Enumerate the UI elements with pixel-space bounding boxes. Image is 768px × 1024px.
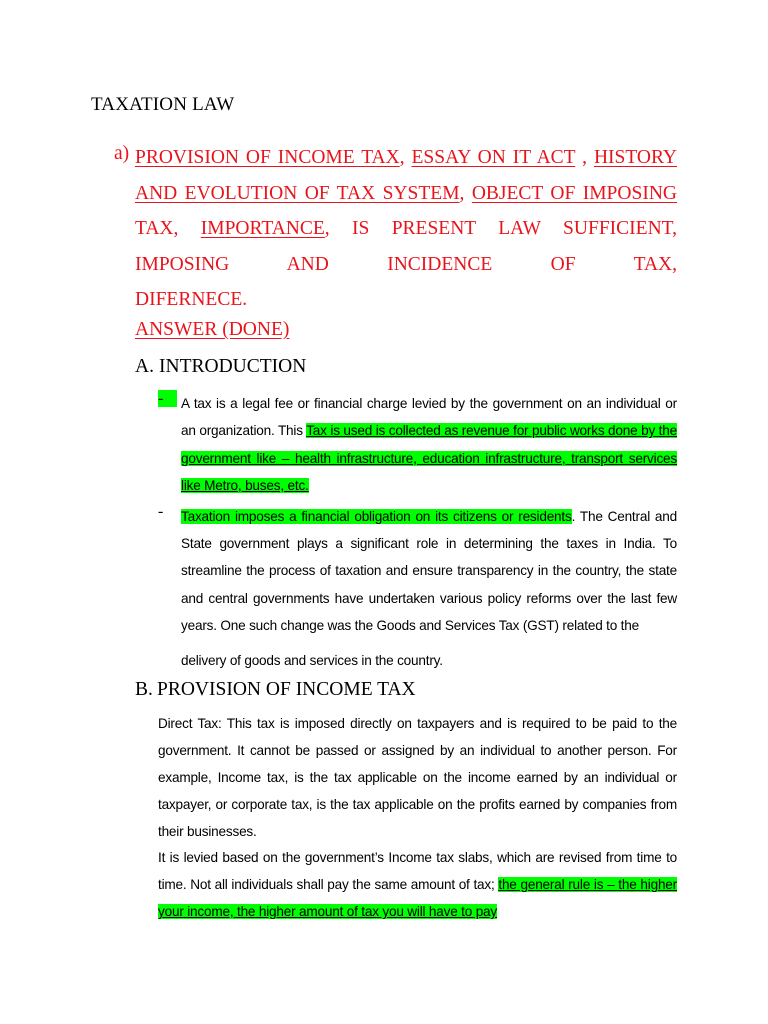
intro-paragraph-2: Taxation imposes a financial obligation on its citizens or residents. The Central and State government plays a significant role in determining the taxes in India. To streamline the process of taxation and ensure transparency in the country, the state and central governments have undertaken various policy reforms over the last few years. One such change was the Goods and Services Tax (GST) related to the delivery of goods and services in the country. (181, 503, 677, 674)
section-a-heading (135, 356, 306, 378)
section-a-letter: A. (135, 356, 154, 377)
answer-label: ANSWER (DONE) (135, 319, 290, 340)
bullet-dash: - (158, 503, 164, 520)
intro-paragraph-1: A tax is a legal fee or financial charge levied by the government on an individual or an organization. This Tax is used is collected as revenue for public works done by the government like – health infrastructure, education infrastructure, transport services like Metro, buses, etc. (181, 396, 677, 493)
question-marker: a) (114, 143, 130, 164)
provision-paragraph-2: It is levied based on the government’s Income tax slabs, which are revised from time to time. Not all individuals shall pay the same amount of tax; the general rule is – the higher your income, the higher amount of tax you will have to pay (158, 850, 677, 919)
provision-paragraph-1: Direct Tax: This tax is imposed directly on taxpayers and is required to be paid to the government. It cannot be passed or assigned by an individual to another person. For example, Income tax, is the tax applicable on the income earned by an individual or taxpayer, or corporate tax, is the tax applicable on the profits earned by companies from their businesses. (158, 716, 677, 839)
document-title: TAXATION LAW (91, 94, 235, 115)
highlight-text: Tax is used is collected as revenue for public works done by the government like – health infrastructure, education infrastructure, transport services like Metro, buses, etc. (181, 423, 677, 493)
highlight-text: Taxation imposes a financial obligation on its citizens or residents (181, 509, 572, 524)
section-b-title: PROVISION OF INCOME TAX (157, 679, 416, 700)
question-part-provision: PROVISION OF INCOME TAX (135, 147, 400, 168)
section-b-letter: B. (135, 679, 153, 700)
question-part-object: OBJECT OF IMPOSING (471, 182, 677, 204)
question-last-line: DIFERNECE. (135, 289, 248, 310)
bullet-dash: - (158, 390, 177, 408)
section-b-heading (135, 679, 416, 701)
question-part-essay: ESSAY ON IT ACT (411, 147, 576, 168)
intro-paragraph-2-tail: delivery of goods and services in the country. (181, 653, 443, 669)
highlight-text: the general rule is – the higher your income, the higher amount of tax you will have to pay (158, 877, 677, 919)
question-part-history: HISTORY AND EVOLUTION OF TAX SYSTEM (135, 147, 678, 204)
question-text: PROVISION OF INCOME TAX, ESSAY ON IT ACT , HISTORY AND EVOLUTION OF TAX SYSTEM, OBJECT OF IMPOSING TAX, IMPORTANCE, IS PRESENT LAW SUFFICIENT, IMPOSING AND INCIDENCE OF TAX, DIFERNECE. (135, 140, 677, 318)
question-part-importance: IMPORTANCE (200, 218, 325, 239)
section-a-title: INTRODUCTION (159, 356, 307, 377)
